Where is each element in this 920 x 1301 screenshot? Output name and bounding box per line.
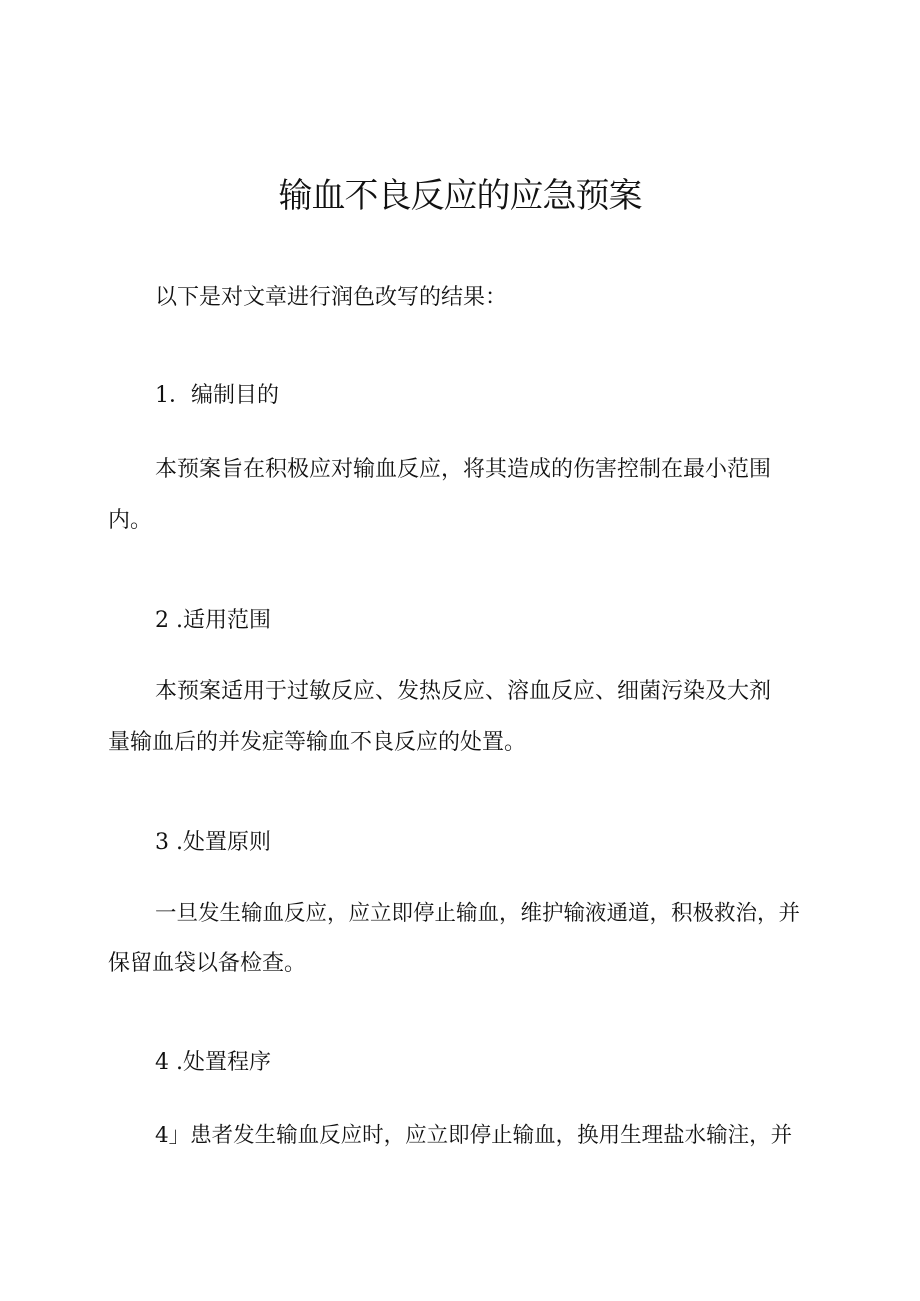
section-heading-1: 1．编制目的 [155,383,279,408]
section-heading-3: 3 .处置原则 [155,830,271,855]
section-2-line-2: 量输血后的并发症等输血不良反应的处置。 [108,730,527,755]
document-title: 输血不良反应的应急预案 [278,176,642,216]
intro-text: 以下是对文章进行润色改写的结果： [155,285,508,310]
section-heading-2: 2 .适用范围 [155,608,271,633]
section-heading-4: 4 .处置程序 [155,1050,271,1075]
section-2-line-1: 本预案适用于过敏反应、发热反应、溶血反应、细菌污染及大剂 [155,679,772,704]
section-4-line-1: 4」患者发生输血反应时，应立即停止输血，换用生理盐水输注，并 [155,1123,793,1148]
section-1-line-1: 本预案旨在积极应对输血反应，将其造成的伤害控制在最小范围 [155,457,772,482]
section-1-line-2: 内。 [108,508,153,533]
section-3-line-1: 一旦发生输血反应，应立即停止输血，维护输液通道，积极救治，并 [155,901,801,926]
section-3-line-2: 保留血袋以备检查。 [108,951,307,976]
